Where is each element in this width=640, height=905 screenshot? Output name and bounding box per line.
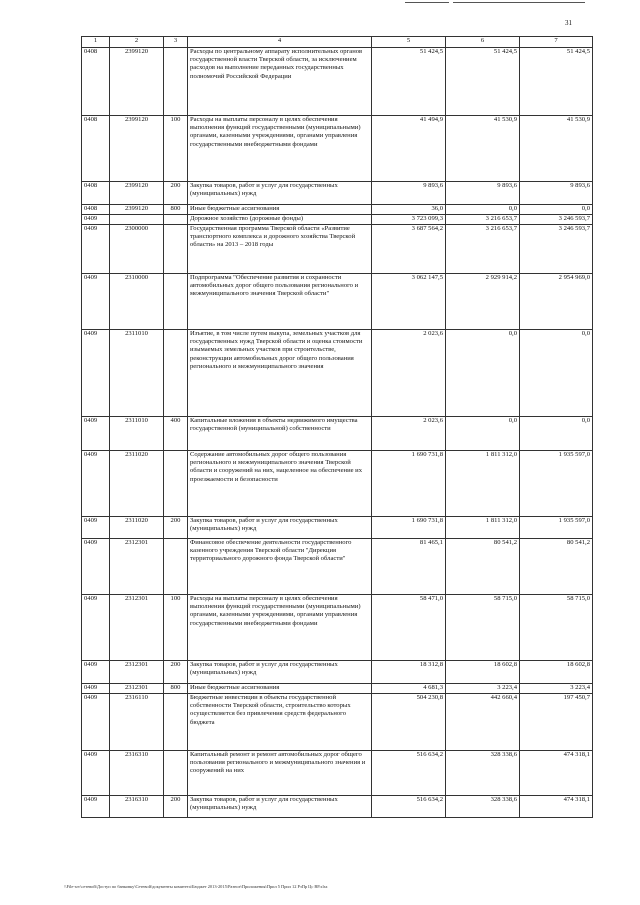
- amount-year3-cell: 3 246 593,7: [520, 215, 593, 225]
- amount-year1-cell: 2 023,6: [372, 417, 446, 451]
- amount-year2-cell: 9 893,6: [446, 182, 520, 205]
- table-row: [82, 417, 593, 451]
- amount-year3-cell: 0,0: [520, 417, 593, 451]
- expense-type-cell: [164, 751, 188, 796]
- target-article-cell: 2399120: [110, 205, 164, 215]
- expense-type-cell: [164, 694, 188, 751]
- amount-year2-cell: 328 338,6: [446, 796, 520, 818]
- amount-year3-cell: 18 602,8: [520, 661, 593, 684]
- section-code-cell: 0408: [82, 116, 110, 182]
- target-article-cell: 2300000: [110, 225, 164, 274]
- amount-year3-cell: 3 246 593,7: [520, 225, 593, 274]
- amount-year2-cell: 0,0: [446, 205, 520, 215]
- amount-year2-cell: 0,0: [446, 417, 520, 451]
- amount-year1-cell: 3 687 564,2: [372, 225, 446, 274]
- amount-year1-cell: 516 634,2: [372, 751, 446, 796]
- amount-year2-cell: 41 530,9: [446, 116, 520, 182]
- amount-year3-cell: 41 530,9: [520, 116, 593, 182]
- expense-type-cell: 800: [164, 205, 188, 215]
- amount-year1-cell: 51 424,5: [372, 48, 446, 116]
- amount-year1-cell: 81 465,1: [372, 539, 446, 595]
- target-article-cell: 2399120: [110, 116, 164, 182]
- table-row: [82, 116, 593, 182]
- target-article-cell: 2312301: [110, 539, 164, 595]
- item-name-cell: Расходы по центральному аппарату исполнительных органов государственной власти Тверской области, за исключением расходов на выполнение переданных государственных полномочий Российской Федерации: [188, 48, 372, 116]
- item-name-cell: Иные бюджетные ассигнования: [188, 684, 372, 694]
- target-article-cell: 2316310: [110, 796, 164, 818]
- amount-year3-cell: 474 318,1: [520, 751, 593, 796]
- amount-year3-cell: 0,0: [520, 205, 593, 215]
- expense-type-cell: [164, 330, 188, 417]
- target-article-cell: 2311020: [110, 517, 164, 539]
- expense-type-cell: 200: [164, 517, 188, 539]
- table-row: [82, 539, 593, 595]
- expense-type-cell: [164, 539, 188, 595]
- header-cell: 4: [188, 37, 372, 48]
- header-cell: 6: [446, 37, 520, 48]
- table-row: [82, 330, 593, 417]
- amount-year3-cell: 9 893,6: [520, 182, 593, 205]
- file-path-footer: \\File-srv\сетевой\Доступ по банковку\Сетевой\документы комитета\Бюджет 2013-2015\Разное\Приложения\Прил 5 Прил 12 РзПр Цс ВР.xlsx: [64, 884, 328, 889]
- amount-year2-cell: 18 602,8: [446, 661, 520, 684]
- item-name-cell: Закупка товаров, работ и услуг для государственных (муниципальных) нужд: [188, 661, 372, 684]
- amount-year2-cell: 51 424,5: [446, 48, 520, 116]
- amount-year1-cell: 58 471,0: [372, 595, 446, 661]
- header-cell: 3: [164, 37, 188, 48]
- amount-year2-cell: 442 660,4: [446, 694, 520, 751]
- table-row: [82, 182, 593, 205]
- section-code-cell: 0409: [82, 684, 110, 694]
- amount-year3-cell: 51 424,5: [520, 48, 593, 116]
- table-row: [82, 684, 593, 694]
- target-article-cell: 2316310: [110, 751, 164, 796]
- target-article-cell: 2311010: [110, 330, 164, 417]
- expense-type-cell: 200: [164, 661, 188, 684]
- section-code-cell: 0409: [82, 694, 110, 751]
- section-code-cell: 0409: [82, 796, 110, 818]
- table-row: [82, 694, 593, 751]
- amount-year3-cell: 1 935 597,0: [520, 517, 593, 539]
- table-row: [82, 215, 593, 225]
- amount-year3-cell: 3 223,4: [520, 684, 593, 694]
- section-code-cell: 0409: [82, 517, 110, 539]
- expense-type-cell: 100: [164, 116, 188, 182]
- section-code-cell: 0409: [82, 417, 110, 451]
- amount-year1-cell: 18 312,8: [372, 661, 446, 684]
- amount-year1-cell: 1 690 731,8: [372, 517, 446, 539]
- amount-year2-cell: 3 216 653,7: [446, 215, 520, 225]
- amount-year3-cell: 58 715,0: [520, 595, 593, 661]
- expense-type-cell: [164, 451, 188, 517]
- item-name-cell: Бюджетные инвестиции в объекты государственной собственности Тверской области, строительство которых осуществляется без привлечения средств федерального бюджета: [188, 694, 372, 751]
- header-rule-right: [453, 2, 585, 3]
- item-name-cell: Подпрограмма "Обеспечение развития и сохранности автомобильных дорог общего пользования регионального и межмуниципального значения Тверской области": [188, 274, 372, 330]
- target-article-cell: 2312301: [110, 661, 164, 684]
- section-code-cell: 0409: [82, 539, 110, 595]
- amount-year3-cell: 80 541,2: [520, 539, 593, 595]
- section-code-cell: 0409: [82, 451, 110, 517]
- amount-year2-cell: 58 715,0: [446, 595, 520, 661]
- amount-year2-cell: 328 338,6: [446, 751, 520, 796]
- amount-year1-cell: 1 690 731,8: [372, 451, 446, 517]
- header-cell: 1: [82, 37, 110, 48]
- item-name-cell: Дорожное хозяйство (дорожные фонды): [188, 215, 372, 225]
- expense-type-cell: [164, 215, 188, 225]
- amount-year1-cell: 4 681,3: [372, 684, 446, 694]
- item-name-cell: Капитальные вложения в объекты недвижимого имущества государственной (муниципальной) собственности: [188, 417, 372, 451]
- section-code-cell: 0409: [82, 751, 110, 796]
- amount-year3-cell: 1 935 597,0: [520, 451, 593, 517]
- item-name-cell: Расходы на выплаты персоналу в целях обеспечения выполнения функций государственными (муниципальными) органами, казенными учреждениями, органами управления государственными внебюджетными фондами: [188, 116, 372, 182]
- expense-type-cell: 200: [164, 796, 188, 818]
- amount-year1-cell: 504 230,8: [372, 694, 446, 751]
- amount-year3-cell: 0,0: [520, 330, 593, 417]
- target-article-cell: 2311010: [110, 417, 164, 451]
- item-name-cell: Иные бюджетные ассигнования: [188, 205, 372, 215]
- section-code-cell: 0409: [82, 225, 110, 274]
- target-article-cell: 2310000: [110, 274, 164, 330]
- amount-year2-cell: 2 929 914,2: [446, 274, 520, 330]
- amount-year1-cell: 516 634,2: [372, 796, 446, 818]
- item-name-cell: Государственная программа Тверской области «Развитие транспортного комплекса и дорожного хозяйства Тверской области» на 2013 – 2018 годы: [188, 225, 372, 274]
- table-row: [82, 274, 593, 330]
- item-name-cell: Капитальный ремонт и ремонт автомобильных дорог общего пользования регионального и межмуниципального значения и сооружений на них: [188, 751, 372, 796]
- table-row: [82, 225, 593, 274]
- amount-year1-cell: 3 062 147,5: [372, 274, 446, 330]
- budget-table: [81, 36, 593, 818]
- section-code-cell: 0409: [82, 215, 110, 225]
- expense-type-cell: 200: [164, 182, 188, 205]
- table-row: [82, 661, 593, 684]
- table-row: [82, 205, 593, 215]
- amount-year2-cell: 80 541,2: [446, 539, 520, 595]
- target-article-cell: [110, 215, 164, 225]
- header-cell: 2: [110, 37, 164, 48]
- amount-year2-cell: 3 223,4: [446, 684, 520, 694]
- expense-type-cell: [164, 274, 188, 330]
- item-name-cell: Закупка товаров, работ и услуг для государственных (муниципальных) нужд: [188, 182, 372, 205]
- expense-type-cell: 100: [164, 595, 188, 661]
- table-row: [82, 451, 593, 517]
- table-row: [82, 517, 593, 539]
- table-row: [82, 751, 593, 796]
- amount-year1-cell: 2 023,6: [372, 330, 446, 417]
- amount-year1-cell: 3 723 099,3: [372, 215, 446, 225]
- amount-year1-cell: 9 893,6: [372, 182, 446, 205]
- header-cell: 7: [520, 37, 593, 48]
- target-article-cell: 2312301: [110, 684, 164, 694]
- section-code-cell: 0409: [82, 274, 110, 330]
- target-article-cell: 2399120: [110, 182, 164, 205]
- item-name-cell: Расходы на выплаты персоналу в целях обеспечения выполнения функций государственными (муниципальными) органами, казенными учреждениями, органами управления государственными внебюджетными фондами: [188, 595, 372, 661]
- amount-year2-cell: 0,0: [446, 330, 520, 417]
- target-article-cell: 2316110: [110, 694, 164, 751]
- section-code-cell: 0409: [82, 661, 110, 684]
- expense-type-cell: [164, 48, 188, 116]
- amount-year2-cell: 1 811 312,0: [446, 451, 520, 517]
- item-name-cell: Содержание автомобильных дорог общего пользования регионального и межмуниципального значения Тверской области и сооружений на них, нацеленное на обеспечение их проезжаемости и безопасности: [188, 451, 372, 517]
- section-code-cell: 0409: [82, 330, 110, 417]
- section-code-cell: 0408: [82, 48, 110, 116]
- amount-year3-cell: 197 450,7: [520, 694, 593, 751]
- amount-year1-cell: 36,0: [372, 205, 446, 215]
- table-row: [82, 48, 593, 116]
- target-article-cell: 2399120: [110, 48, 164, 116]
- amount-year3-cell: 2 954 969,0: [520, 274, 593, 330]
- header-cell: 5: [372, 37, 446, 48]
- section-code-cell: 0409: [82, 595, 110, 661]
- expense-type-cell: [164, 225, 188, 274]
- item-name-cell: Закупка товаров, работ и услуг для государственных (муниципальных) нужд: [188, 796, 372, 818]
- amount-year2-cell: 3 216 653,7: [446, 225, 520, 274]
- section-code-cell: 0408: [82, 205, 110, 215]
- item-name-cell: Изъятие, в том числе путем выкупа, земельных участков для государственных нужд Тверской области и оценка стоимости изымаемых земельных участков при строительстве, реконструкции автомобильных дорог общего пользования регионального и межмуниципального значения: [188, 330, 372, 417]
- table-row: [82, 796, 593, 818]
- header-rule-left: [405, 2, 449, 3]
- table-row: [82, 595, 593, 661]
- amount-year1-cell: 41 494,9: [372, 116, 446, 182]
- amount-year2-cell: 1 811 312,0: [446, 517, 520, 539]
- target-article-cell: 2312301: [110, 595, 164, 661]
- expense-type-cell: 800: [164, 684, 188, 694]
- section-code-cell: 0408: [82, 182, 110, 205]
- table-header-row: [82, 37, 593, 48]
- amount-year3-cell: 474 318,1: [520, 796, 593, 818]
- item-name-cell: Финансовое обеспечение деятельности государственного казенного учреждения Тверской области "Дирекция территориального дорожного фонда Тверской области": [188, 539, 372, 595]
- target-article-cell: 2311020: [110, 451, 164, 517]
- item-name-cell: Закупка товаров, работ и услуг для государственных (муниципальных) нужд: [188, 517, 372, 539]
- expense-type-cell: 400: [164, 417, 188, 451]
- page-number: 31: [565, 19, 572, 27]
